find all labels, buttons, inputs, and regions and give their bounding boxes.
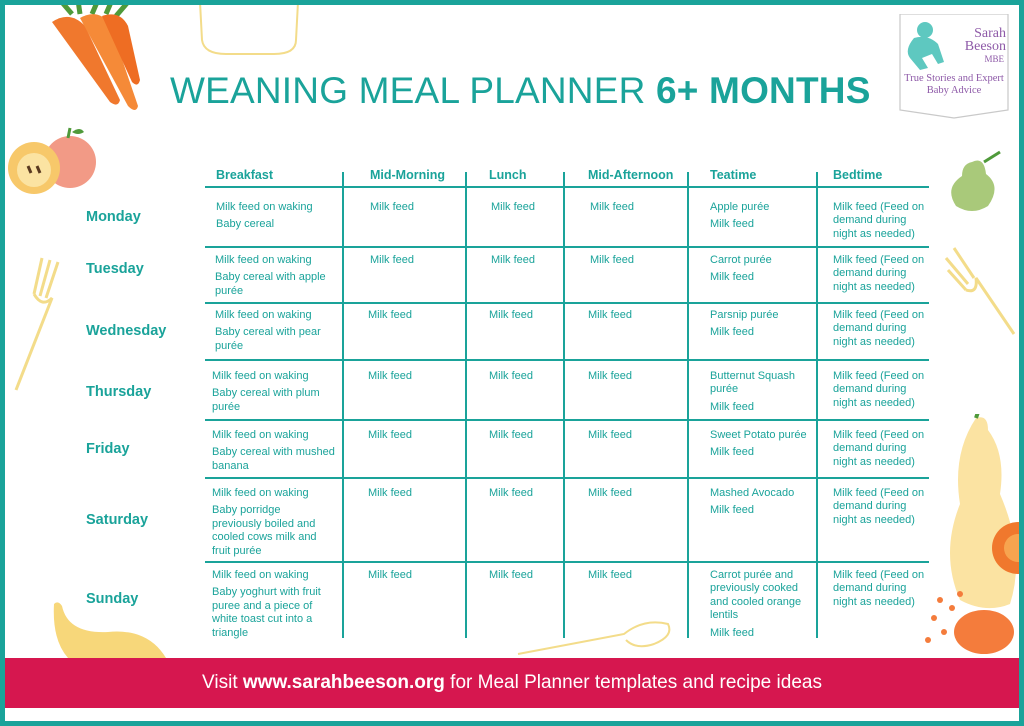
- carrots-illustration: [40, 0, 150, 115]
- day-label: Monday: [86, 209, 141, 225]
- breakfast-cell: Milk feed on waking Baby cereal: [216, 201, 313, 231]
- bedtime-cell: Milk feed (Feed on demand during night as needed): [833, 370, 925, 409]
- logo-tagline: True Stories and Expert Baby Advice: [904, 73, 1004, 96]
- day-label: Tuesday: [86, 261, 144, 277]
- row-divider: [205, 477, 929, 479]
- teatime-cell: Apple purée Milk feed: [710, 201, 770, 231]
- spoon-outline-illustration: [514, 614, 674, 660]
- lunch-cell: Milk feed: [489, 370, 534, 382]
- mid-morning-cell: Milk feed: [370, 201, 415, 213]
- teatime-cell: Parsnip purée Milk feed: [710, 309, 779, 339]
- mid-morning-cell: Milk feed: [368, 309, 413, 321]
- column-divider: [342, 172, 344, 638]
- banana-illustration: [48, 600, 172, 660]
- footer-text: Visit www.sarahbeeson.org for Meal Planner templates and recipe ideas: [202, 672, 822, 693]
- pear-illustration: [944, 148, 1010, 214]
- day-label: Wednesday: [86, 323, 167, 339]
- sarah-beeson-logo: [898, 14, 1010, 120]
- header-rule: [205, 186, 929, 188]
- breakfast-cell: Milk feed on waking Baby cereal with apple purée: [215, 254, 326, 297]
- column-header-mid-morning: Mid-Morning: [370, 168, 445, 182]
- bedtime-cell: Milk feed (Feed on demand during night as needed): [833, 569, 925, 608]
- column-divider: [816, 172, 818, 638]
- bedtime-cell: Milk feed (Feed on demand during night as needed): [833, 487, 925, 526]
- teatime-cell: Sweet Potato purée Milk feed: [710, 429, 807, 459]
- column-header-bedtime: Bedtime: [833, 168, 883, 182]
- row-divider: [205, 419, 929, 421]
- page-title: WEANING MEAL PLANNER 6+ MONTHS: [170, 70, 871, 111]
- column-header-lunch: Lunch: [489, 168, 527, 182]
- butternut-squash-illustration: [946, 414, 1020, 614]
- lunch-cell: Milk feed: [491, 201, 536, 213]
- mid-afternoon-cell: Milk feed: [588, 569, 633, 581]
- row-divider: [205, 246, 929, 248]
- website-link[interactable]: www.sarahbeeson.org: [242, 672, 445, 693]
- teatime-cell: Carrot purée Milk feed: [710, 254, 772, 284]
- breakfast-cell: Milk feed on waking Baby cereal with plum purée: [212, 370, 320, 413]
- day-label: Friday: [86, 441, 130, 457]
- lunch-cell: Milk feed: [489, 309, 534, 321]
- bedtime-cell: Milk feed (Feed on demand during night as needed): [833, 201, 925, 240]
- lunch-cell: Milk feed: [489, 487, 534, 499]
- breakfast-cell: Milk feed on waking Baby porridge previously boiled and cooled cows milk and fruit purée: [212, 487, 317, 557]
- logo-name: Sarah Beeson: [964, 26, 1006, 54]
- column-divider: [687, 172, 689, 638]
- breakfast-cell: Milk feed on waking Baby yoghurt with fruit puree and a piece of white toast cut into a triangle: [212, 569, 321, 639]
- lunch-cell: Milk feed: [489, 569, 534, 581]
- teatime-cell: Mashed Avocado Milk feed: [710, 487, 795, 517]
- lentils-illustration: [914, 588, 1018, 658]
- fork-right-illustration: [944, 244, 1018, 340]
- row-divider: [205, 302, 929, 304]
- row-divider: [205, 359, 929, 361]
- lunch-cell: Milk feed: [491, 254, 536, 266]
- bedtime-cell: Milk feed (Feed on demand during night as needed): [833, 309, 925, 348]
- mid-afternoon-cell: Milk feed: [588, 487, 633, 499]
- breakfast-cell: Milk feed on waking Baby cereal with pear purée: [215, 309, 321, 352]
- bedtime-cell: Milk feed (Feed on demand during night as needed): [833, 429, 925, 468]
- mid-afternoon-cell: Milk feed: [590, 201, 635, 213]
- bedtime-cell: Milk feed (Feed on demand during night as needed): [833, 254, 925, 293]
- mid-afternoon-cell: Milk feed: [590, 254, 635, 266]
- mid-afternoon-cell: Milk feed: [588, 429, 633, 441]
- logo-mbe: MBE: [984, 54, 1004, 64]
- column-header-breakfast: Breakfast: [216, 168, 273, 182]
- teatime-cell: Butternut Squash purée Milk feed: [710, 370, 796, 413]
- fork-left-illustration: [2, 256, 64, 396]
- mid-afternoon-cell: Milk feed: [588, 370, 633, 382]
- day-label: Saturday: [86, 512, 149, 528]
- teatime-cell: Carrot purée and previously cooked and cooled orange lentils Milk feed: [710, 569, 802, 639]
- jar-outline-illustration: [196, 0, 304, 58]
- day-label: Sunday: [86, 591, 139, 607]
- mid-morning-cell: Milk feed: [368, 370, 413, 382]
- footer-banner: [0, 658, 1024, 708]
- lunch-cell: Milk feed: [489, 429, 534, 441]
- mid-morning-cell: Milk feed: [368, 487, 413, 499]
- mid-morning-cell: Milk feed: [368, 429, 413, 441]
- breakfast-cell: Milk feed on waking Baby cereal with mushed banana: [212, 429, 335, 472]
- column-header-teatime: Teatime: [710, 168, 757, 182]
- mid-morning-cell: Milk feed: [370, 254, 415, 266]
- column-divider: [465, 172, 467, 638]
- mid-afternoon-cell: Milk feed: [588, 309, 633, 321]
- column-header-mid-afternoon: Mid-Afternoon: [588, 168, 674, 182]
- day-label: Thursday: [86, 384, 152, 400]
- mid-morning-cell: Milk feed: [368, 569, 413, 581]
- column-divider: [563, 172, 565, 638]
- apples-illustration: [4, 126, 100, 198]
